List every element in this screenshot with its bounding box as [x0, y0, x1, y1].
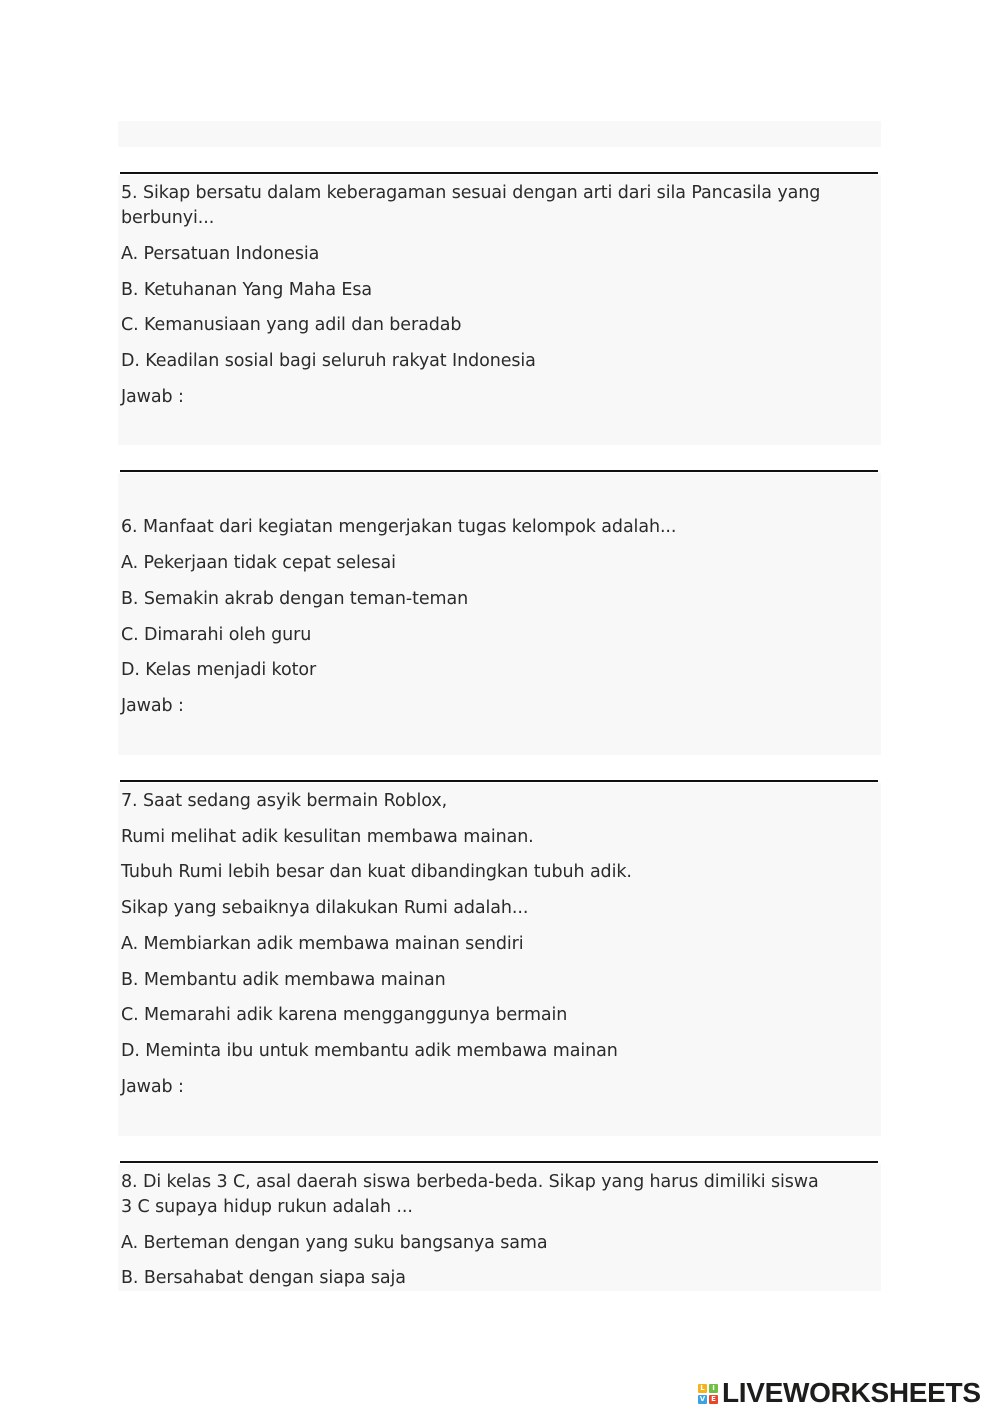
- question-6-answer-label: Jawab :: [121, 696, 184, 716]
- question-7-option-a[interactable]: A. Membiarkan adik membawa mainan sendiri: [121, 934, 524, 954]
- question-7-text-line-2: Rumi melihat adik kesulitan membawa mainan.: [121, 827, 534, 847]
- logo-mark-letter-e: E: [709, 1395, 718, 1404]
- question-5-answer-label: Jawab :: [121, 387, 184, 407]
- question-7-answer-label: Jawab :: [121, 1077, 184, 1097]
- question-6-option-c[interactable]: C. Dimarahi oleh guru: [121, 625, 312, 645]
- question-6-option-b[interactable]: B. Semakin akrab dengan teman-teman: [121, 589, 469, 609]
- question-7-option-c[interactable]: C. Memarahi adik karena mengganggunya bermain: [121, 1005, 568, 1025]
- question-8-text: 8. Di kelas 3 C, asal daerah siswa berbeda-beda. Sikap yang harus dimiliki siswa 3 C supaya hidup rukun adalah ...: [121, 1172, 819, 1217]
- question-6-option-d[interactable]: D. Kelas menjadi kotor: [121, 660, 317, 680]
- question-5-option-d[interactable]: D. Keadilan sosial bagi seluruh rakyat Indonesia: [121, 351, 536, 371]
- question-5-text: 5. Sikap bersatu dalam keberagaman sesuai dengan arti dari sila Pancasila yang berbunyi...: [121, 183, 821, 228]
- divider-q8: [120, 1161, 878, 1163]
- liveworksheets-mark-icon: [698, 1384, 718, 1404]
- top-blank-area: [118, 121, 881, 147]
- question-7-text-line-1: 7. Saat sedang asyik bermain Roblox,: [121, 791, 448, 811]
- question-6-text: 6. Manfaat dari kegiatan mengerjakan tugas kelompok adalah...: [121, 517, 677, 537]
- question-7-option-d[interactable]: D. Meminta ibu untuk membantu adik membawa mainan: [121, 1041, 618, 1061]
- logo-mark-letter-v: V: [699, 1395, 706, 1403]
- divider-q6: [120, 470, 878, 472]
- question-8-option-b[interactable]: B. Bersahabat dengan siapa saja: [121, 1268, 406, 1288]
- divider-q7: [120, 780, 878, 782]
- question-5-option-a[interactable]: A. Persatuan Indonesia: [121, 244, 320, 264]
- question-5-option-b[interactable]: B. Ketuhanan Yang Maha Esa: [121, 280, 373, 300]
- question-7-text-line-4: Sikap yang sebaiknya dilakukan Rumi adalah...: [121, 898, 529, 918]
- divider-q5: [120, 172, 878, 174]
- liveworksheets-logo: [698, 1376, 981, 1410]
- question-5-option-c[interactable]: C. Kemanusiaan yang adil dan beradab: [121, 315, 462, 335]
- logo-mark-letter-i: I: [709, 1384, 718, 1393]
- question-8-option-a[interactable]: A. Berteman dengan yang suku bangsanya sama: [121, 1233, 548, 1253]
- question-6-option-a[interactable]: A. Pekerjaan tidak cepat selesai: [121, 553, 396, 573]
- liveworksheets-logo-text: LIVEWORKSHEETS: [722, 1377, 981, 1408]
- question-7-text-line-3: Tubuh Rumi lebih besar dan kuat dibandingkan tubuh adik.: [121, 862, 632, 882]
- question-7-option-b[interactable]: B. Membantu adik membawa mainan: [121, 970, 446, 990]
- logo-mark-letter-l: L: [698, 1384, 707, 1393]
